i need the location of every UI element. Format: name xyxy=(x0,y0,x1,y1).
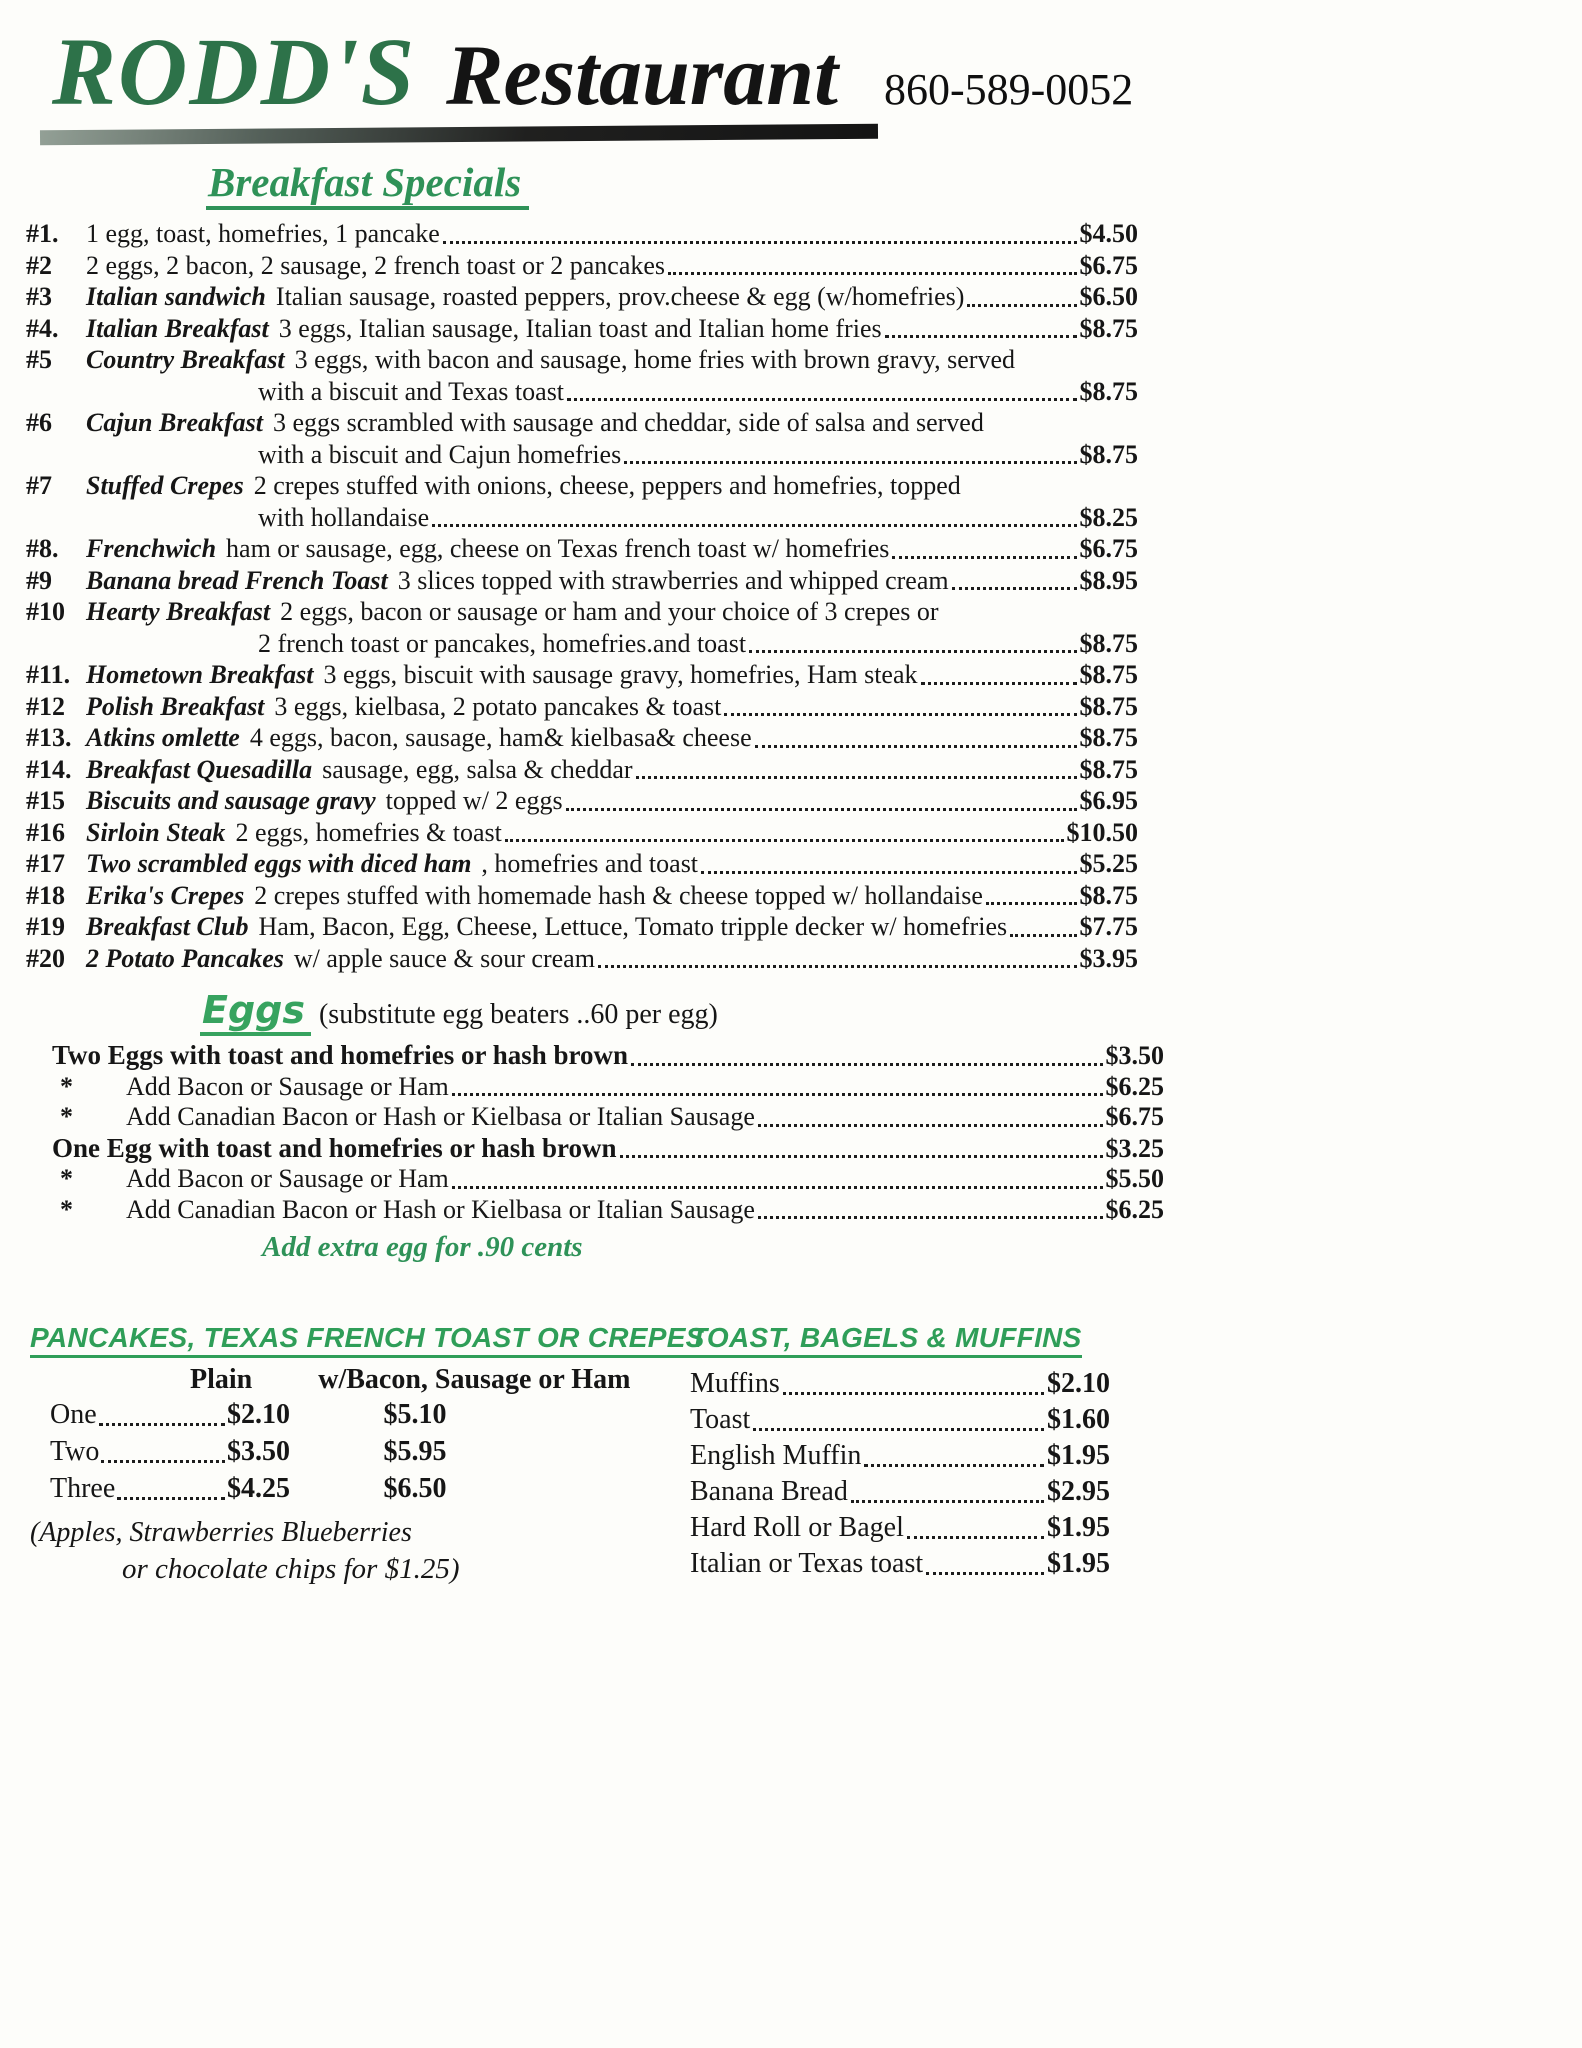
dotted-leader xyxy=(505,839,1064,842)
menu-item-price: $8.75 xyxy=(1079,660,1138,689)
eggs-item-text: One Egg with toast and homefries or hash brown xyxy=(52,1132,617,1163)
column-header-plain: Plain xyxy=(190,1364,253,1395)
menu-item-price: $5.25 xyxy=(1079,849,1138,878)
menu-item-title: Hearty Breakfast xyxy=(86,597,271,626)
menu-item-price: $8.75 xyxy=(1079,628,1138,658)
restaurant-header xyxy=(0,0,1582,127)
eggs-substitute-note: (substitute egg beaters ..60 per egg) xyxy=(318,999,718,1030)
menu-item-price: $4.50 xyxy=(1079,219,1138,248)
menu-item xyxy=(26,691,1138,723)
menu-item-price: $6.75 xyxy=(1079,534,1138,563)
dotted-leader xyxy=(443,241,1077,244)
eggs-item xyxy=(52,1133,1164,1165)
dotted-leader xyxy=(566,808,1077,811)
menu-item-title: Italian Breakfast xyxy=(86,313,269,343)
toast-item-price: $1.95 xyxy=(1047,1512,1110,1543)
eggs-item-price: $6.75 xyxy=(1105,1102,1164,1131)
pancake-price-combo: $5.95 xyxy=(383,1436,447,1467)
menu-item-desc: , homefries and toast xyxy=(481,849,699,878)
menu-item-title: Breakfast Quesadilla xyxy=(86,754,313,784)
menu-item xyxy=(26,911,1138,943)
pancakes-section xyxy=(30,1322,705,1586)
toast-item-label: Muffins xyxy=(690,1368,780,1399)
menu-item-desc: 2 crepes stuffed with homemade hash & cheese topped w/ hollandaise xyxy=(254,880,983,910)
menu-item-continuation xyxy=(26,628,1138,660)
menu-item-desc-continued: with a biscuit and Cajun homefries xyxy=(258,439,622,469)
menu-item-price: $7.75 xyxy=(1079,912,1138,941)
menu-item-continuation xyxy=(26,376,1138,408)
menu-item-price: $6.95 xyxy=(1079,786,1138,815)
menu-item xyxy=(26,659,1138,691)
menu-item-desc: ham or sausage, egg, cheese on Texas french toast w/ homefries xyxy=(226,534,890,563)
pancakes-column-headers xyxy=(30,1364,680,1396)
menu-item-desc: 1 egg, toast, homefries, 1 pancake xyxy=(86,219,440,248)
menu-item-price: $3.95 xyxy=(1079,943,1138,973)
menu-item-price: $8.75 xyxy=(1079,439,1138,469)
menu-item-desc-continued: with a biscuit and Texas toast xyxy=(258,376,565,406)
toast-item-label: Italian or Texas toast xyxy=(690,1548,924,1579)
menu-item-title: Erika's Crepes xyxy=(86,880,245,910)
dotted-leader xyxy=(753,1428,1044,1431)
dotted-leader xyxy=(986,902,1077,905)
bottom-sections xyxy=(0,1322,1582,1586)
dotted-leader xyxy=(1010,934,1076,937)
eggs-item-price: $5.50 xyxy=(1105,1164,1164,1193)
breakfast-specials-heading: Breakfast Specials xyxy=(206,158,529,210)
menu-item-price: $10.50 xyxy=(1066,817,1138,847)
menu-item-price: $8.75 xyxy=(1079,723,1138,752)
menu-item xyxy=(26,250,1138,282)
toast-item xyxy=(690,1438,1110,1474)
dotted-leader xyxy=(907,1536,1044,1539)
dotted-leader xyxy=(117,1497,225,1500)
toast-item-price: $2.10 xyxy=(1047,1368,1110,1399)
menu-item xyxy=(26,281,1138,313)
menu-item-desc: 2 eggs, 2 bacon, 2 sausage, 2 french toast or 2 pancakes xyxy=(86,250,666,280)
menu-item-number: #11. xyxy=(26,660,71,689)
toast-item xyxy=(690,1474,1110,1510)
menu-item-title: Country Breakfast xyxy=(86,345,285,374)
breakfast-specials-list xyxy=(0,218,1138,974)
menu-item-title: Hometown Breakfast xyxy=(86,660,314,689)
eggs-item xyxy=(52,1072,1164,1103)
menu-item-price: $8.25 xyxy=(1079,502,1138,532)
menu-item-desc: 2 eggs, bacon or sausage or ham and your choice of 3 crepes or xyxy=(280,597,939,626)
pancake-price-plain: $4.25 xyxy=(227,1473,290,1504)
menu-item-desc: 3 eggs, Italian sausage, Italian toast and Italian home fries xyxy=(278,313,882,343)
dotted-leader xyxy=(783,1392,1044,1395)
menu-item-title: Banana bread French Toast xyxy=(86,565,388,595)
toast-item-price: $1.95 xyxy=(1047,1440,1110,1471)
menu-item-title: Cajun Breakfast xyxy=(86,408,263,437)
menu-item-number: #5 xyxy=(26,345,52,374)
menu-item xyxy=(26,313,1138,345)
asterisk-marker: * xyxy=(60,1102,73,1131)
dotted-leader xyxy=(758,1124,1103,1127)
menu-item-price: $8.95 xyxy=(1079,565,1138,595)
dotted-leader xyxy=(668,272,1076,275)
menu-item-number: #17 xyxy=(26,849,65,878)
menu-item-number: #1. xyxy=(26,219,59,248)
chocolate-chips-note: or chocolate chips for $1.25) xyxy=(122,1553,460,1585)
eggs-item-text: Add Canadian Bacon or Hash or Kielbasa or Italian Sausage xyxy=(126,1194,755,1224)
dotted-leader xyxy=(701,871,1076,874)
pancakes-section-heading: PANCAKES, TEXAS FRENCH TOAST OR CREPES xyxy=(30,1322,705,1358)
menu-item-price: $8.75 xyxy=(1079,754,1138,784)
dotted-leader xyxy=(921,682,1077,685)
pancake-row-left xyxy=(50,1470,290,1507)
pancake-row xyxy=(30,1470,680,1507)
toast-item-price: $2.95 xyxy=(1047,1476,1110,1507)
toast-section xyxy=(690,1322,1110,1586)
menu-item-price: $8.75 xyxy=(1079,376,1138,406)
menu-item-desc: 2 crepes stuffed with onions, cheese, peppers and homefries, topped xyxy=(253,471,961,500)
menu-item-title: Stuffed Crepes xyxy=(86,471,244,500)
menu-item-title: Italian sandwich xyxy=(86,282,266,311)
restaurant-name-main: RODD'S xyxy=(52,18,417,125)
eggs-list xyxy=(0,1040,1164,1225)
toast-item xyxy=(690,1366,1110,1402)
dotted-leader xyxy=(885,335,1077,338)
menu-item-continuation xyxy=(26,439,1138,471)
menu-item-title: Biscuits and sausage gravy xyxy=(86,786,376,815)
menu-item-price: $8.75 xyxy=(1079,691,1138,721)
menu-item xyxy=(26,470,1138,502)
menu-item-number: #6 xyxy=(26,408,52,437)
menu-item-desc: 3 eggs scrambled with sausage and cheddar, side of salsa and served xyxy=(273,408,984,437)
menu-item xyxy=(26,596,1138,628)
menu-item-number: #13. xyxy=(26,723,72,752)
menu-item xyxy=(26,344,1138,376)
menu-item-desc: 3 eggs, kielbasa, 2 potato pancakes & toast xyxy=(274,691,722,721)
menu-item-desc: w/ apple sauce & sour cream xyxy=(293,943,595,973)
eggs-item-price: $3.50 xyxy=(1105,1041,1164,1070)
menu-item-desc: 4 eggs, bacon, sausage, ham& kielbasa& cheese xyxy=(249,723,752,752)
toast-item-label: Banana Bread xyxy=(690,1476,848,1507)
pancake-price-plain: $2.10 xyxy=(227,1399,290,1430)
menu-item xyxy=(26,533,1138,565)
pancake-row-left xyxy=(50,1396,290,1433)
dotted-leader xyxy=(631,1063,1102,1066)
dotted-leader xyxy=(851,1500,1044,1503)
menu-item-desc: Ham, Bacon, Egg, Cheese, Lettuce, Tomato tripple decker w/ homefries xyxy=(258,912,1008,941)
menu-item-desc: topped w/ 2 eggs xyxy=(385,786,563,815)
extra-egg-note: Add extra egg for .90 cents xyxy=(262,1231,583,1263)
dotted-leader xyxy=(567,398,1076,401)
pancake-label: One xyxy=(50,1399,97,1430)
toast-section-heading: TOAST, BAGELS & MUFFINS xyxy=(690,1322,1082,1358)
eggs-item xyxy=(52,1164,1164,1195)
eggs-item-price: $3.25 xyxy=(1105,1133,1164,1163)
toast-list xyxy=(690,1366,1110,1582)
menu-item-price: $8.75 xyxy=(1079,880,1138,910)
eggs-item-text: Two Eggs with toast and homefries or hash brown xyxy=(52,1040,629,1070)
dotted-leader xyxy=(620,1155,1103,1158)
pancake-price-combo: $6.50 xyxy=(383,1473,447,1504)
menu-item-number: #14. xyxy=(26,754,72,784)
menu-item xyxy=(26,943,1138,975)
eggs-item-text: Add Canadian Bacon or Hash or Kielbasa or Italian Sausage xyxy=(126,1102,755,1131)
phone-number: 860-589-0052 xyxy=(884,65,1134,114)
menu-item xyxy=(26,817,1138,849)
menu-item-title: Frenchwich xyxy=(86,534,217,563)
column-header-combo: w/Bacon, Sausage or Ham xyxy=(318,1364,631,1395)
fruit-options-note: (Apples, Strawberries Blueberries xyxy=(30,1517,412,1548)
menu-item-desc: 3 slices topped with strawberries and whipped cream xyxy=(397,565,949,595)
dotted-leader xyxy=(101,1460,225,1463)
eggs-item xyxy=(52,1102,1164,1133)
menu-item-title: Two scrambled eggs with diced ham xyxy=(86,849,472,878)
menu-item-desc-continued: with hollandaise xyxy=(258,502,430,532)
dotted-leader xyxy=(432,524,1076,527)
menu-item-title: Sirloin Steak xyxy=(86,817,226,847)
menu-item-price: $6.50 xyxy=(1079,282,1138,311)
toast-item-label: Toast xyxy=(690,1404,751,1435)
menu-item-number: #2 xyxy=(26,250,52,280)
dotted-leader xyxy=(967,304,1076,307)
asterisk-marker: * xyxy=(60,1071,73,1101)
pancake-row xyxy=(30,1396,680,1433)
breakfast-heading-wrap xyxy=(206,158,1582,210)
menu-item-number: #15 xyxy=(26,786,65,815)
menu-item xyxy=(26,754,1138,786)
menu-item-desc: Italian sausage, roasted peppers, prov.cheese & egg (w/homefries) xyxy=(275,282,965,311)
menu-item-title: 2 Potato Pancakes xyxy=(86,943,284,973)
eggs-item-price: $6.25 xyxy=(1105,1071,1164,1101)
menu-item xyxy=(26,880,1138,912)
dotted-leader xyxy=(864,1464,1044,1467)
dotted-leader xyxy=(452,1186,1103,1189)
menu-item-desc: sausage, egg, salsa & cheddar xyxy=(322,754,633,784)
menu-item-number: #7 xyxy=(26,471,52,500)
toast-item xyxy=(690,1402,1110,1438)
dotted-leader xyxy=(452,1093,1103,1096)
eggs-item xyxy=(52,1040,1164,1072)
toast-item-price: $1.60 xyxy=(1047,1404,1110,1435)
menu-item-desc-continued: 2 french toast or pancakes, homefries.and toast xyxy=(258,628,747,658)
asterisk-marker: * xyxy=(60,1164,73,1193)
menu-item-number: #9 xyxy=(26,565,52,595)
menu-item-desc: 2 eggs, homefries & toast xyxy=(235,817,502,847)
dotted-leader xyxy=(892,556,1076,559)
menu-item-continuation xyxy=(26,502,1138,534)
toast-item xyxy=(690,1510,1110,1546)
eggs-item-text: Add Bacon or Sausage or Ham xyxy=(126,1071,449,1101)
menu-item-title: Breakfast Club xyxy=(86,912,249,941)
dotted-leader xyxy=(749,650,1076,653)
menu-item-number: #10 xyxy=(26,597,65,626)
menu-item xyxy=(26,407,1138,439)
pancake-label: Three xyxy=(50,1473,116,1504)
menu-item-number: #3 xyxy=(26,282,52,311)
toast-item-label: English Muffin xyxy=(690,1440,862,1471)
menu-item-desc: 3 eggs, with bacon and sausage, home fries with brown gravy, served xyxy=(294,345,1016,374)
menu-item-number: #4. xyxy=(26,313,59,343)
menu-item-number: #16 xyxy=(26,817,65,847)
dotted-leader xyxy=(755,745,1077,748)
menu-item-number: #20 xyxy=(26,943,65,973)
menu-item-price: $6.75 xyxy=(1079,250,1138,280)
pancake-label: Two xyxy=(50,1436,100,1467)
dotted-leader xyxy=(598,965,1077,968)
menu-item xyxy=(26,785,1138,817)
dotted-leader xyxy=(758,1216,1103,1219)
eggs-item-text: Add Bacon or Sausage or Ham xyxy=(126,1164,449,1193)
toast-item xyxy=(690,1546,1110,1582)
eggs-heading: Eggs xyxy=(200,988,311,1036)
asterisk-marker: * xyxy=(60,1194,73,1224)
dotted-leader xyxy=(926,1572,1044,1575)
dotted-leader xyxy=(636,776,1077,779)
menu-item xyxy=(26,218,1138,250)
dotted-leader xyxy=(952,587,1077,590)
dotted-leader xyxy=(724,713,1076,716)
menu-item-desc: 3 eggs, biscuit with sausage gravy, homefries, Ham steak xyxy=(323,660,918,689)
eggs-heading-row xyxy=(200,988,1582,1036)
menu-item xyxy=(26,565,1138,597)
menu-item-price: $8.75 xyxy=(1079,313,1138,343)
pancake-price-combo: $5.10 xyxy=(383,1399,447,1430)
eggs-item xyxy=(52,1195,1164,1226)
menu-item-title: Polish Breakfast xyxy=(86,691,265,721)
menu-item-number: #18 xyxy=(26,880,65,910)
eggs-item-price: $6.25 xyxy=(1105,1194,1164,1224)
dotted-leader xyxy=(99,1423,225,1426)
menu-item xyxy=(26,722,1138,754)
menu-item-title: Atkins omlette xyxy=(86,723,240,752)
pancake-price-plain: $3.50 xyxy=(227,1436,290,1467)
menu-item xyxy=(26,848,1138,880)
menu-item-number: #12 xyxy=(26,691,65,721)
pancake-row-left xyxy=(50,1433,290,1470)
menu-item-number: #8. xyxy=(26,534,59,563)
toast-item-label: Hard Roll or Bagel xyxy=(690,1512,904,1543)
menu-item-number: #19 xyxy=(26,912,65,941)
toast-item-price: $1.95 xyxy=(1047,1548,1110,1579)
dotted-leader xyxy=(624,461,1076,464)
pancake-row xyxy=(30,1433,680,1470)
restaurant-name-sub: Restaurant xyxy=(446,27,838,123)
